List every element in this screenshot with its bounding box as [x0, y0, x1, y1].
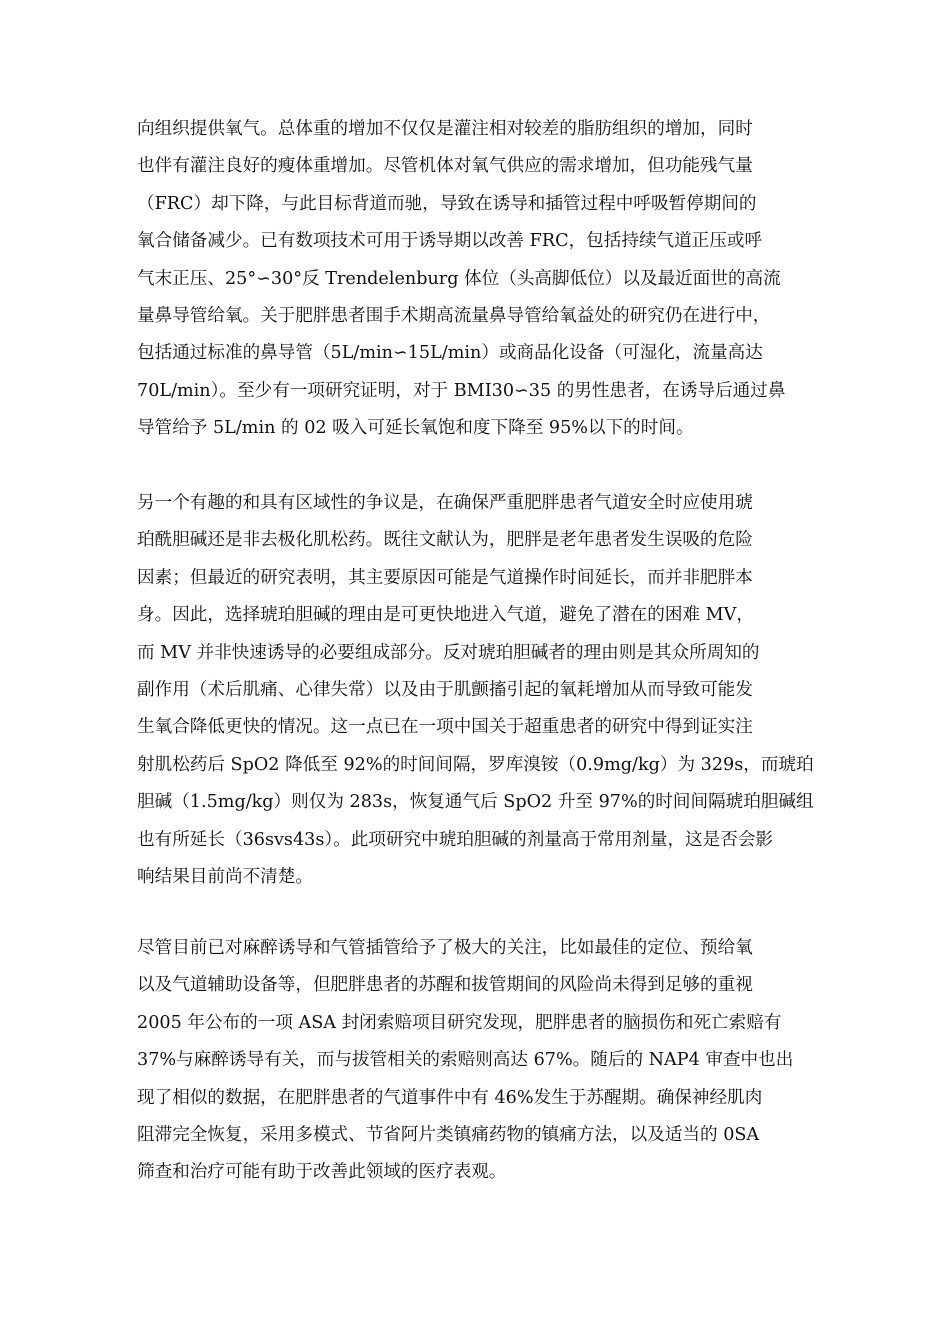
text-line: 生氧合降低更快的情况。这一点已在一项中国关于超重患者的研究中得到证实注 — [137, 717, 753, 738]
text-line: 副作用（术后肌痛、心律失常）以及由于肌颤搐引起的氧耗增加从而导致可能发 — [137, 679, 753, 700]
text-line: 因素；但最近的研究表明，其主要原因可能是气道操作时间延长，而并非肥胖本 — [137, 567, 753, 588]
text-line: 以及气道辅助设备等，但肥胖患者的苏醒和拔管期间的风险尚未得到足够的重视 — [137, 975, 753, 996]
text-line: 包括通过标准的鼻导管（5L/min∽15L/min）或商品化设备（可湿化，流量高达 — [137, 343, 763, 364]
paragraph-extubation — [137, 930, 793, 1192]
text-line: 现了相似的数据，在肥胖患者的气道事件中有 46%发生于苏醒期。确保神经肌肉 — [137, 1087, 763, 1108]
paragraph-oxygenation — [137, 111, 785, 448]
text-line: 筛查和治疗可能有助于改善此领域的医疗表观。 — [137, 1162, 507, 1183]
text-line: 量鼻导管给氧。关于肥胖患者围手术期高流量鼻导管给氧益处的研究仍在进行中， — [137, 305, 771, 326]
text-line: 导管给予 5L/min 的 02 吸入可延长氧饱和度下降至 95%以下的时间。 — [137, 418, 694, 439]
text-line: 向组织提供氧气。总体重的增加不仅仅是灌注相对较差的脂肪组织的增加，同时 — [137, 119, 753, 139]
text-line: 也有所延长（36svs43s）。此项研究中琥珀胆碱的剂量高于常用剂量，这是否会影 — [137, 829, 774, 850]
text-line: 胆碱（1.5mg/kg）则仅为 283s，恢复通气后 SpO2 升至 97%的时间间隔琥珀胆碱组 — [137, 792, 814, 813]
text-line: 也伴有灌注良好的瘦体重增加。尽管机体对氧气供应的需求增加，但功能残气量 — [137, 156, 753, 177]
text-line: 响结果目前尚不清楚。 — [137, 866, 313, 887]
text-line: 气末正压、25°∽30°反 Trendelenburg 体位（头高脚低位）以及最近面世的高流 — [137, 268, 781, 289]
text-line: 37%与麻醉诱导有关，而与拔管相关的索赔则高达 67%。随后的 NAP4 审查中也出 — [137, 1050, 794, 1071]
text-line: 另一个有趣的和具有区域性的争议是，在确保严重肥胖患者气道安全时应使用琥 — [137, 493, 753, 513]
text-line: 射肌松药后 SpO2 降低至 92%的时间间隔，罗库溴铵（0.9mg/kg）为 329s，而琥珀 — [137, 754, 814, 775]
text-line: 珀酰胆碱还是非去极化肌松药。既往文献认为，肥胖是老年患者发生误吸的危险 — [137, 530, 753, 551]
text-line: 氧合储备减少。已有数项技术可用于诱导期以改善 FRC，包括持续气道正压或呼 — [137, 231, 763, 252]
text-line: 阻滞完全恢复，采用多模式、节省阿片类镇痛药物的镇痛方法，以及适当的 0SA — [137, 1124, 760, 1145]
text-line: 2005 年公布的一项 ASA 封闭索赔项目研究发现，肥胖患者的脑损伤和死亡索赔有 — [137, 1012, 782, 1033]
paragraph-succinylcholine — [137, 485, 814, 896]
text-line: 身。因此，选择琥珀胆碱的理由是可更快地进入气道，避免了潜在的困难 MV， — [137, 605, 754, 626]
text-line: （FRC）却下降，与此目标背道而驰，导致在诱导和插管过程中呼吸暂停期间的 — [137, 193, 757, 214]
text-line: 而 MV 并非快速诱导的必要组成部分。反对琥珀胆碱者的理由则是其众所周知的 — [137, 642, 760, 663]
text-line: 70L/min）。至少有一项研究证明，对于 BMI30∽35 的男性患者，在诱导后通过鼻 — [137, 380, 786, 401]
text-line: 尽管目前已对麻醉诱导和气管插管给予了极大的关注，比如最佳的定位、预给氧 — [137, 938, 753, 958]
